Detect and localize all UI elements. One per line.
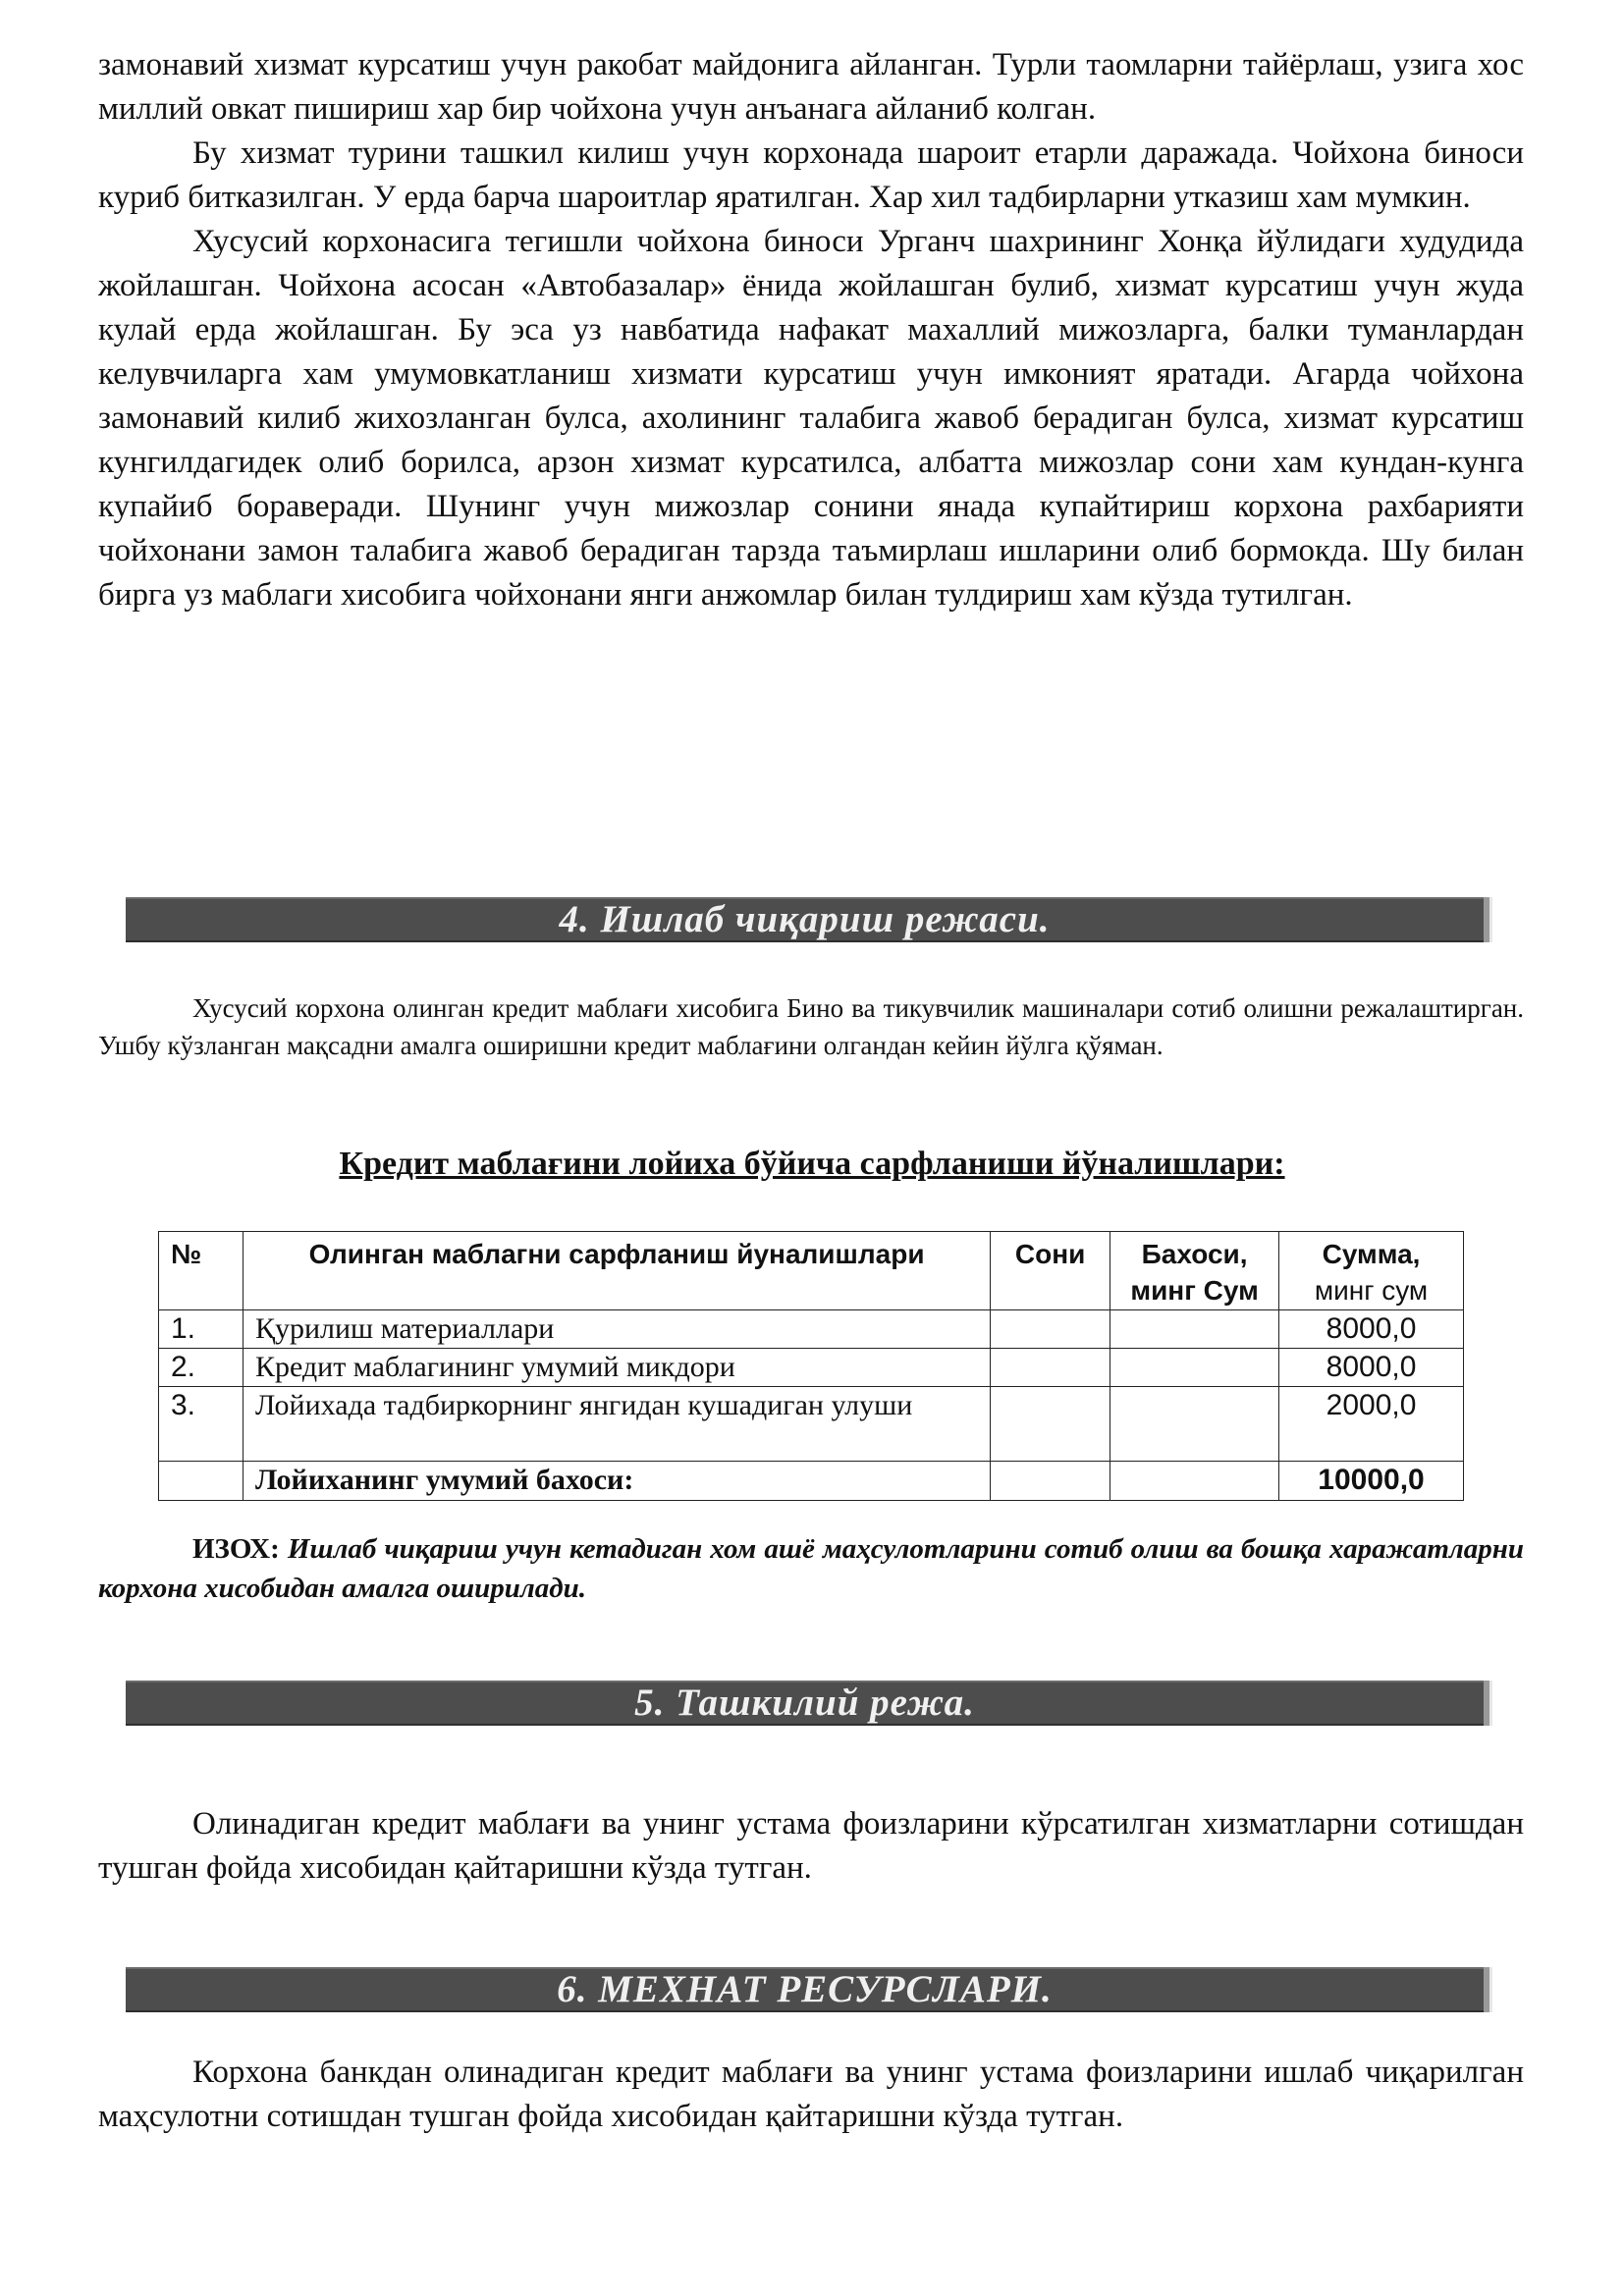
header-price-line2: минг Сум [1130,1275,1259,1306]
total-price [1110,1462,1279,1501]
paragraph-2: Бу хизмат турини ташкил килиш учун корхонада шароит етарли даражада. Чойхона биноси куриб битказилган. У ерда барча шароитлар яратилган. Хар хил тадбирларни утказиш хам мумкин. [98,135,1524,215]
table-header-row [159,1232,1464,1310]
header-count: Сони [991,1232,1110,1310]
total-label: Лойиханинг умумий бахоси: [243,1462,990,1501]
section-4-intro [98,989,1524,1064]
header-price [1110,1232,1279,1310]
row-3-no: 3. [159,1387,244,1462]
table-row [159,1349,1464,1387]
row-2-price [1110,1349,1279,1387]
note-label: ИЗОХ: [192,1533,280,1565]
header-sum [1279,1232,1464,1310]
section-6-body [98,2051,1524,2139]
total-count [991,1462,1110,1501]
credit-allocation-table [158,1231,1464,1501]
note-text: Ишлаб чиқариш учун кетадиган хом ашё маҳсулотларини сотиб олиш ва бошқа харажатларни корхона хисобидан амалга оширилади. [98,1533,1524,1604]
row-2-no: 2. [159,1349,244,1387]
note [98,1529,1524,1608]
header-no: № [159,1232,244,1310]
row-3-count [991,1387,1110,1462]
row-1-price [1110,1310,1279,1349]
section-4-intro-text: Хусусий корхона олинган кредит маблағи хисобига Бино ва тикувчилик машиналари сотиб олишни режалаштирган. Ушбу кўзланган мақсадни амалга оширишни кредит маблағини олгандан кейин йўлга қўяман. [98,993,1524,1060]
total-empty [159,1462,244,1501]
row-2-direction: Кредит маблагининг умумий микдори [243,1349,990,1387]
row-2-sum: 8000,0 [1279,1349,1464,1387]
row-2-count [991,1349,1110,1387]
header-sum-line2: минг сум [1314,1275,1429,1306]
section-4-banner: 4. Ишлаб чиқариш режаси. [126,897,1492,942]
header-price-line1: Бахоси, [1141,1239,1248,1269]
header-direction: Олинган маблагни сарфланиш йуналишлари [243,1232,990,1310]
total-sum: 10000,0 [1279,1462,1464,1501]
table-total-row [159,1462,1464,1501]
row-3-direction: Лойихада тадбиркорнинг янгидан кушадиган улуши [243,1387,990,1462]
row-1-direction: Қурилиш материаллари [243,1310,990,1349]
paragraph-1: замонавий хизмат курсатиш учун ракобат майдонига айланган. Турли таомларни тайёрлаш, узига хос миллий овкат пишириш хар бир чойхона учун анъанага айланиб колган. [98,47,1524,127]
row-1-sum: 8000,0 [1279,1310,1464,1349]
table-title: Кредит маблағини лойиха бўйича сарфланиши йўналишлари: [339,1146,1285,1182]
section-5-text: Олинадиган кредит маблағи ва унинг устама фоизларини кўрсатилган хизматларни сотишдан тушган фойда хисобидан қайтаришни кўзда тутган. [98,1806,1524,1886]
header-sum-line1: Сумма, [1322,1239,1421,1269]
section-6-banner: 6. МЕХНАТ РЕСУРСЛАРИ. [126,1967,1492,2012]
top-text-block [98,43,1524,617]
table-row [159,1387,1464,1462]
section-6-text: Корхона банкдан олинадиган кредит маблағи ва унинг устама фоизларини ишлаб чиқарилган маҳсулотни сотишдан тушган фойда хисобидан қайтаришни кўзда тутган. [98,2055,1524,2134]
row-3-price [1110,1387,1279,1462]
table-row [159,1310,1464,1349]
row-1-no: 1. [159,1310,244,1349]
section-5-banner: 5. Ташкилий режа. [126,1681,1492,1726]
section-5-body [98,1802,1524,1891]
row-1-count [991,1310,1110,1349]
paragraph-3: Хусусий корхонасига тегишли чойхона биноси Урганч шахрининг Хонқа йўлидаги худудида жойлашган. Чойхона асосан «Автобазалар» ёнида жойлашган булиб, хизмат курсатиш учун жуда кулай ерда жойлашган. Бу эса уз навбатида нафакат махаллий мижозларга, балки туманлардан келувчиларга хам умумовкатланиш хизмати курсатиш учун имконият яратади. Агарда чойхона замонавий килиб жихозланган булса, ахолининг талабига жавоб берадиган булса, хизмат курсатиш кунгилдагидек олиб борилса, арзон хизмат курсатилса, албатта мижозлар сони хам кундан-кунга купайиб бораверади. Шунинг учун мижозлар сонини янада купайтириш корхона рахбарияти чойхонани замон талабига жавоб берадиган тарзда таъмирлаш ишларини олиб бормокда. Шу билан бирга уз маблаги хисобига чойхонани янги анжомлар билан тулдириш хам кўзда тутилган. [98,224,1524,613]
row-3-sum: 2000,0 [1279,1387,1464,1462]
